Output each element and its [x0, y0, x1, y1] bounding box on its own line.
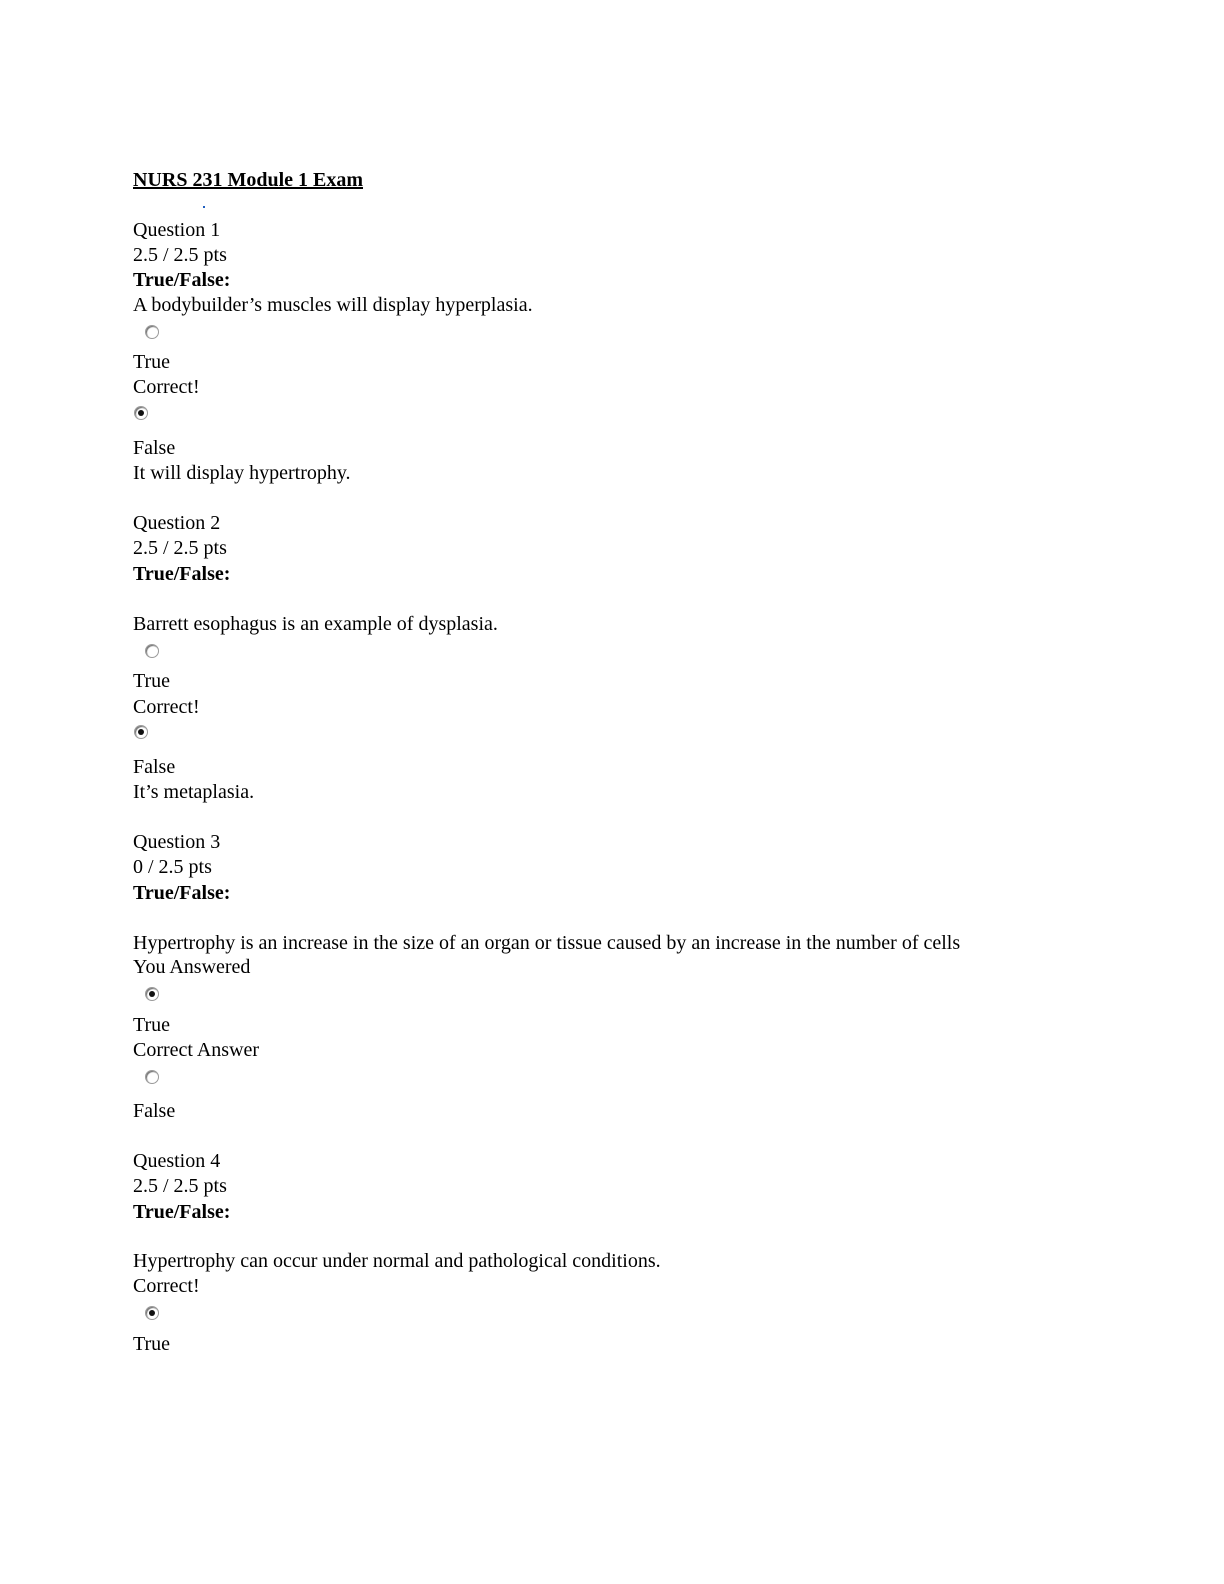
- question-1-option-false-label: False: [133, 437, 176, 459]
- question-1-correct-note: Correct!: [133, 376, 200, 398]
- question-3-option-false-radio[interactable]: [145, 1070, 159, 1084]
- question-1-option-false-radio[interactable]: [134, 406, 148, 420]
- question-1-option-true-label: True: [133, 351, 171, 373]
- question-2-feedback: It’s metaplasia.: [133, 781, 255, 803]
- question-1-feedback: It will display hypertrophy.: [133, 462, 351, 484]
- question-3-correct-answer-note: Correct Answer: [133, 1039, 260, 1061]
- question-4-type: True/False:: [133, 1201, 231, 1223]
- question-3-heading: Question 3: [133, 831, 221, 853]
- question-1-prompt: A bodybuilder’s muscles will display hyperplasia.: [133, 294, 533, 316]
- question-2-points: 2.5 / 2.5 pts: [133, 537, 227, 559]
- question-2-option-true-radio[interactable]: [145, 644, 159, 658]
- question-4-points: 2.5 / 2.5 pts: [133, 1175, 227, 1197]
- question-4-heading: Question 4: [133, 1150, 221, 1172]
- question-4-correct-note: Correct!: [133, 1275, 200, 1297]
- question-2-prompt: Barrett esophagus is an example of dysplasia.: [133, 613, 498, 635]
- question-1-points: 2.5 / 2.5 pts: [133, 244, 227, 266]
- question-4-option-true-label: True: [133, 1333, 171, 1355]
- question-3-prompt: Hypertrophy is an increase in the size of an organ or tissue caused by an increase in the number of cells: [133, 932, 961, 954]
- question-3-option-true-radio[interactable]: [145, 987, 159, 1001]
- question-3-you-answered-note: You Answered: [133, 956, 251, 978]
- question-1-heading: Question 1: [133, 219, 221, 241]
- document-title: NURS 231 Module 1 Exam: [133, 169, 364, 191]
- question-2-type: True/False:: [133, 563, 231, 585]
- question-1-option-true-radio[interactable]: [145, 325, 159, 339]
- question-3-points: 0 / 2.5 pts: [133, 856, 212, 878]
- question-2-option-false-label: False: [133, 756, 176, 778]
- question-4-prompt: Hypertrophy can occur under normal and pathological conditions.: [133, 1250, 661, 1272]
- question-2-option-false-radio[interactable]: [134, 725, 148, 739]
- question-2-correct-note: Correct!: [133, 696, 200, 718]
- question-2-heading: Question 2: [133, 512, 221, 534]
- question-4-option-true-radio[interactable]: [145, 1306, 159, 1320]
- question-1-type: True/False:: [133, 269, 231, 291]
- stray-mark: [203, 206, 205, 208]
- question-3-option-false-label: False: [133, 1100, 176, 1122]
- question-3-option-true-label: True: [133, 1014, 171, 1036]
- question-3-type: True/False:: [133, 882, 231, 904]
- question-2-option-true-label: True: [133, 670, 171, 692]
